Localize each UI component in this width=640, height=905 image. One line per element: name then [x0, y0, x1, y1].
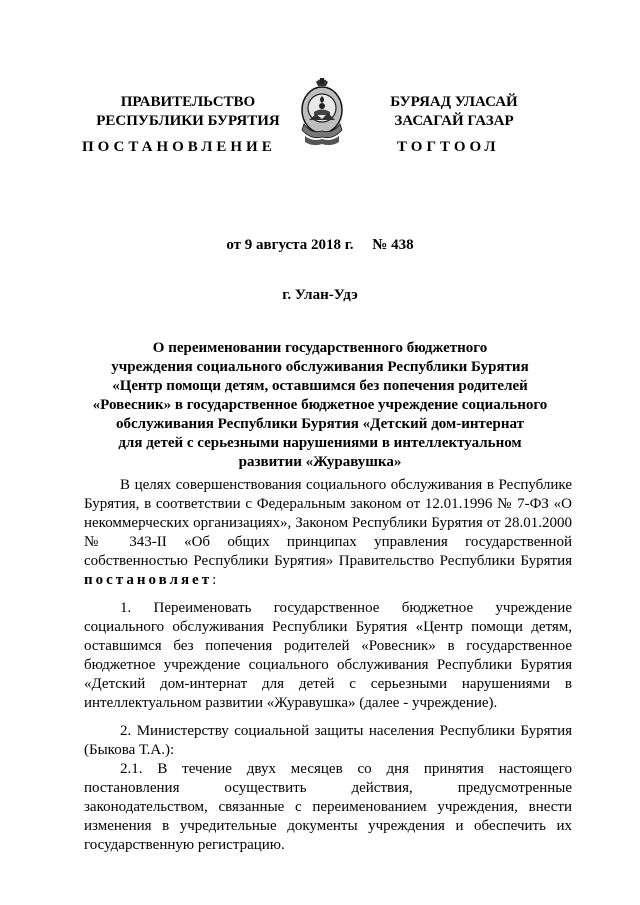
header-left-line2: РЕСПУБЛИКИ БУРЯТИЯ	[96, 113, 280, 129]
doc-type-left: ПОСТАНОВЛЕНИЕ	[82, 139, 276, 155]
preamble-keyword-suffix: :	[212, 572, 217, 588]
clause-2	[84, 722, 572, 855]
title-line: «Ровесник» в государственное бюджетное учреждение социального	[92, 397, 548, 413]
header-right-line2: ЗАСАГАЙ ГАЗАР	[394, 113, 514, 129]
title-line: обслуживания Республики Бурятия «Детский дом-интернат	[116, 416, 524, 432]
preamble	[84, 476, 572, 590]
title-line: для детей с серьезными нарушениями в интеллектуальном	[118, 435, 522, 451]
header-right	[354, 93, 554, 131]
preamble-text: В целях совершенствования социального обслуживания в Республике Бурятия, в соответствии с Федеральным законом от 12.01.1996 № 7-ФЗ «О некоммерческих организациях», Законом Республики Бурятия от 28.01.2000 № 343-II «Об общих принципах управления государственной собственностью Республики Бурятия» Правительство Республики Бурятия	[84, 477, 572, 569]
title-line: учреждения социального обслуживания Республики Бурятия	[111, 359, 529, 375]
header-right-line1: БУРЯАД УЛАСАЙ	[390, 94, 518, 110]
emblem-icon	[297, 76, 347, 150]
document-title	[60, 339, 580, 472]
title-line: «Центр помощи детям, оставшимся без попечения родителей	[112, 378, 528, 394]
preamble-keyword: постановляет	[84, 572, 213, 588]
doc-type-right: ТОГТООЛ	[397, 139, 500, 155]
title-line: О переименовании государственного бюджетного	[152, 340, 488, 356]
date-number: от 9 августа 2018 г. № 438	[226, 237, 414, 253]
city: г. Улан-Удэ	[282, 287, 358, 303]
clause-1	[84, 599, 572, 713]
header-left	[88, 93, 288, 131]
clause-text: 2.1. В течение двух месяцев со дня принятия настоящего постановления осуществить действия, предусмотренные законодательством, связанные с переименованием учреждения, внести изменения в учредительные документы учреждения и обеспечить их государственную регистрацию.	[84, 761, 572, 853]
coat-of-arms-emblem	[297, 76, 347, 150]
title-line: развитии «Журавушка»	[238, 454, 402, 470]
clause-text: 1. Переименовать государственное бюджетное учреждение социального обслуживания Республики Бурятия «Центр помощи детям, оставшимся без попечения родителей «Ровесник» в государственное бюджетное учреждение социального обслуживания Республики Бурятия «Детский дом-интернат для детей с серьезными нарушениями в интеллектуальном развитии «Журавушка» (далее - учреждение).	[84, 600, 572, 711]
header-left-line1: ПРАВИТЕЛЬСТВО	[120, 94, 256, 110]
clause-text: 2. Министерству социальной защиты населения Республики Бурятия (Быкова Т.А.):	[84, 723, 572, 758]
